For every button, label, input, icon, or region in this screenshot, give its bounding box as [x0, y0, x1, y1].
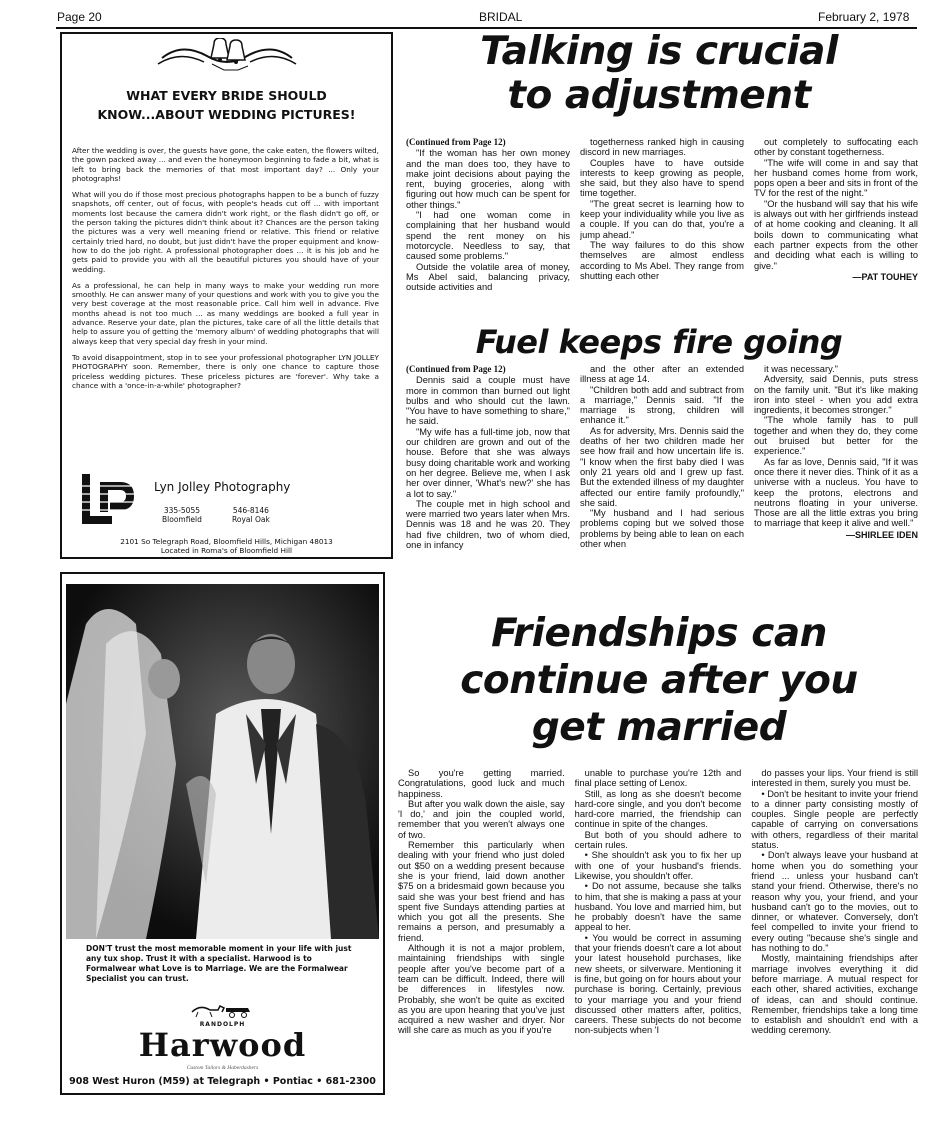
article-paragraph: The couple met in high school and were married two years later when Mrs. Dennis was 18 and he was 20. They had five children, two of whom died, one in infancy [406, 498, 570, 551]
harwood-tagline: Custom Tailors & Haberdashers [186, 1065, 259, 1071]
article-paragraph: unable to purchase you're 12th and final place setting of Lenox. [574, 768, 742, 789]
article-paragraph: "If the woman has her own money and the man does too, they have to make joint decisions about paying the rent, buying groceries, along with figuring out how much can be spent for other things." [406, 148, 570, 210]
article-paragraph: Remember this particularly when dealing with your friend who just doled out $50 on a wedding present because she is your friend, laid down another $75 on a bridesmaid gown because you said she was your best friend and has spent five Sundays attending parties at which you got all the presents. She remains a person, and presumably a friend. [398, 840, 565, 943]
article-paragraph: But after you walk down the aisle, say 'I do,' and join the coupled world, remember that you weren't always one of two. [398, 798, 565, 840]
article-paragraph: "I had one woman come in complaining that her husband would spend the rent money on his motorcycle. Needless to say, that caused some problems." [406, 210, 570, 262]
article-paragraph: Still, as long as she doesn't become hard-core single, and you don't become hard-core married, the friendship can continue in spite of the changes. [574, 788, 742, 830]
article-column [754, 364, 918, 588]
article-paragraph: do passes your lips. Your friend is still interested in them, surely you must be. [751, 768, 919, 789]
article-paragraph: As far as love, Dennis said, "If it was once there it never dies. Think of it as a universe with a nucleus. You have to keep the protons, electrons and neutrons floating in your universe. Those are all the little extras you bring to marriage that keep it alive and well." [754, 456, 918, 529]
article-paragraph: out completely to suffocating each other by constant togetherness. [754, 137, 918, 158]
article-column [406, 364, 570, 588]
continued-note: (Continued from Page 12) [406, 364, 506, 374]
article-paragraph: So you're getting married. Congratulations, good luck and much happiness. [398, 768, 565, 799]
article-column [751, 768, 918, 1118]
continued-note: (Continued from Page 12) [406, 137, 506, 147]
business-location-note: Located in Roma's of Bloomfield Hill [160, 546, 293, 555]
article-column [406, 137, 570, 323]
article-paragraph: Couples have to have outside interests to keep growing as people, she said, but they also have to spend time together. [580, 157, 744, 199]
business-address: 2101 So Telegraph Road, Bloomfield Hills, Michigan 48013 [120, 537, 333, 546]
article-paragraph: • Don't always leave your husband at home when you do something your friend ... unless your husband can't stand your friend. Otherwise, there's no reason why you, your friend, and your husband can't go to the movies, out to dinner, or whatever. Conversely, don't feel compelled to invite your friend to every outing "because she's single and has nothing to do." [751, 850, 919, 954]
article-paragraph: • You would be correct in assuming that your friends doesn't care a lot about your latest household purchases, like new sheets, or silverware. Mentioning it is fine, but going on for hours about your purchase is boring. Certainly, previous to your marriage you and your friend discussed other matters after, politics, careers. These subjects do not become non-subjects when 'I [574, 932, 742, 1036]
article-paragraph: Although it is not a major problem, maintaining friendships with single people after you've become part of a team can be difficult. Indeed, there will be differences in lifestyles now. Probably, she won't be quite as excited as you are upon hearing that you've just acquired a new washer and dryer. Nor will she care as much as you if you're [398, 943, 565, 1036]
article-paragraph: • She shouldn't ask you to fix her up with one of your husband's friends. Likewise, you shouldn't offer. [574, 850, 742, 881]
page-number: Page 20 [57, 10, 102, 24]
article-talking [406, 137, 918, 323]
headline-line: Talking is crucial [480, 29, 838, 74]
article-paragraph: "Children both add and subtract from a marriage," Dennis said. "If the marriage is strong, children will enhance it." [580, 384, 744, 426]
article-paragraph: • Do not assume, because she talks to him, that she is making a pass at your husband. You love and married him, but he probably doesn't have the same appeal to her. [574, 881, 742, 933]
phone-royal-oak-city: Royal Oak [232, 515, 270, 524]
byline: —PAT TOUHEY [852, 271, 918, 282]
article-paragraph: "The whole family has to pull together and when they do, they come out bruised but better for the experience." [754, 415, 918, 457]
article-paragraph: "My husband and I had serious problems coping but we solved those problems by being able to lean on each other when [580, 508, 744, 550]
article-paragraph: "Or the husband will say that his wife is always out with her girlfriends instead of at home cooking and cleaning. It all boils down to communicating what each partner expects from the other and deciding what each is willing to give." [754, 198, 918, 271]
article-column [754, 137, 918, 323]
article-paragraph: it was necessary." [764, 364, 838, 374]
photography-ad [60, 32, 393, 559]
ad-paragraph: To avoid disappointment, stop in to see your professional photographer LYN JOLLEY PHOTOGRAPHY soon. Remember, there is only one chance to capture those priceless wedding pictures. These priceless pictures are 'forever'. Why take a chance with a 'once-in-a-while' photographer? [72, 352, 379, 390]
article-paragraph: Adversity, said Dennis, puts stress on the family unit. "But it's like making iron into steel - when you add extra ingredients, it becomes stronger." [754, 374, 918, 416]
harwood-address: 908 West Huron (M59) at Telegraph • Pontiac • 681-2300 [69, 1076, 376, 1087]
headline-line: get married [531, 705, 787, 750]
formalwear-ad [60, 572, 385, 1095]
harwood-copy: DON'T trust the most memorable moment in your life with just any tux shop. Trust it with a specialist. Harwood is to Formalwear what Love is to Marriage. We are the Formalwear Specialist you can trust. [86, 944, 352, 983]
article-paragraph: As for adversity, Mrs. Dennis said the deaths of her two children made her see how frail and how uncertain life is. "I know when the first baby died I was only 21 years old and I grew up fast. But the extended illness of my daughter affected our entire family profoundly," she said. [580, 425, 744, 508]
headline-line: continue after you [460, 658, 858, 703]
issue-date: February 2, 1978 [818, 10, 910, 24]
ad-title-line2: KNOW...ABOUT WEDDING PICTURES! [97, 107, 356, 122]
article-column [580, 364, 744, 588]
article-column [580, 137, 744, 323]
lj-photography-logo [80, 472, 140, 530]
brand-prefix: RANDOLPH [199, 1021, 246, 1028]
headline-line: Friendships can [491, 611, 827, 656]
ad-paragraph: After the wedding is over, the guests have gone, the cake eaten, the flowers wilted, the gown packed away ... and even the honeymoon beginning to fade a bit, what is left to bring back the memories of that most important day? ... Only your photographs! [72, 146, 379, 183]
phone-bloomfield-city: Bloomfield [162, 515, 202, 524]
headline-line: to adjustment [507, 73, 811, 118]
business-name: Lyn Jolley Photography [154, 480, 291, 494]
article-paragraph: Outside the volatile area of money, Ms Abel said, balancing privacy, outside activities and [406, 261, 570, 293]
article-paragraph: Mostly, maintaining friendships after marriage involves everything it did before marriage. A mutual respect for each other, shared activities, exchange of ideas, can and should continue. Remember, friendships take a long time to establish and shouldn't end with a wedding ceremony. [751, 953, 919, 1036]
harwood-logo: Harwood [138, 1026, 307, 1064]
photo-image [66, 584, 379, 939]
article-paragraph: and the other after an extended illness at age 14. [580, 364, 744, 385]
article-paragraph: "The wife will come in and say that her husband comes home from work, pops open a beer and sits in front of the TV for the rest of the night." [754, 157, 918, 199]
wedding-bells-icon [152, 38, 302, 74]
headline: Fuel keeps fire going [475, 323, 843, 361]
article-paragraph: togetherness ranked high in causing discord in new marriages. [580, 137, 744, 158]
article-paragraph: The way failures to do this show themselves are almost endless according to Ms Abel. They range from shutting each other [580, 239, 744, 281]
article-column [398, 768, 565, 1118]
article-fuel [406, 364, 918, 588]
article-column [575, 768, 742, 1118]
ad-paragraph: What will you do if those most precious photographs happen to be a bunch of fuzzy snapshots, off center, out of focus, with people's heads cut off ... with important moments lost because the camera didn't work right, or the flash didn't go off, or the person taking the pictures didn't think about it? Chances are the person taking the pictures was a very well meaning friend or relative. This friend or relative certainly tried hard, no doubt, but just didn't have the proper equipment and know-how to do the job right. A professional photographer does ... it is his job and he gets paid to provide you with all the beautiful pictures you should have of your wedding. [72, 190, 379, 274]
article-paragraph: "The great secret is learning how to keep your individuality while you live as a couple. If you can do that, you're a jump ahead." [580, 198, 744, 240]
phone-royal-oak: 546-8146 [232, 506, 269, 515]
article-paragraph: Dennis said a couple must have more in common than burned out light bulbs and who should cut the lawn. "You have to have something to share," he said. [406, 375, 570, 427]
article-paragraph: But both of you should adhere to certain rules. [574, 829, 742, 851]
article-friendships [398, 768, 918, 1118]
article-paragraph: "My wife has a full-time job, now that our children are grown and out of the house. Before that she was always busy doing charitable work and working on her degree. Believe me, when I ask her over dinner, 'What's new?' she has a lot to say." [406, 426, 570, 499]
ad-title-line1: WHAT EVERY BRIDE SHOULD [126, 88, 327, 103]
article-paragraph: • Don't be hesitant to invite your friend to a dinner party consisting mostly of couples. Single people are perfectly capable of carrying on conversations with others, regardless of their marital status. [751, 788, 919, 851]
bridal-couple-photo [66, 584, 379, 939]
phone-bloomfield: 335-5055 [163, 506, 200, 515]
ad-paragraph: As a professional, he can help in many ways to make your wedding run more smoothly. He can answer many of your questions and work with you to give you the very best coverage at the most reasonable price. Call him well in advance. Five months ahead is not too much ... as many weddings are booked a full year in advance. Reserve your date, plan the pictures, take care of all the little details that help to assure you of getting the 'memory album' of wedding photographs that will always keep that very special day fresh in your mind. [72, 280, 379, 346]
section-name: BRIDAL [479, 10, 523, 24]
byline: —SHIRLEE IDEN [845, 529, 918, 540]
horse-carriage-icon [190, 1002, 254, 1018]
